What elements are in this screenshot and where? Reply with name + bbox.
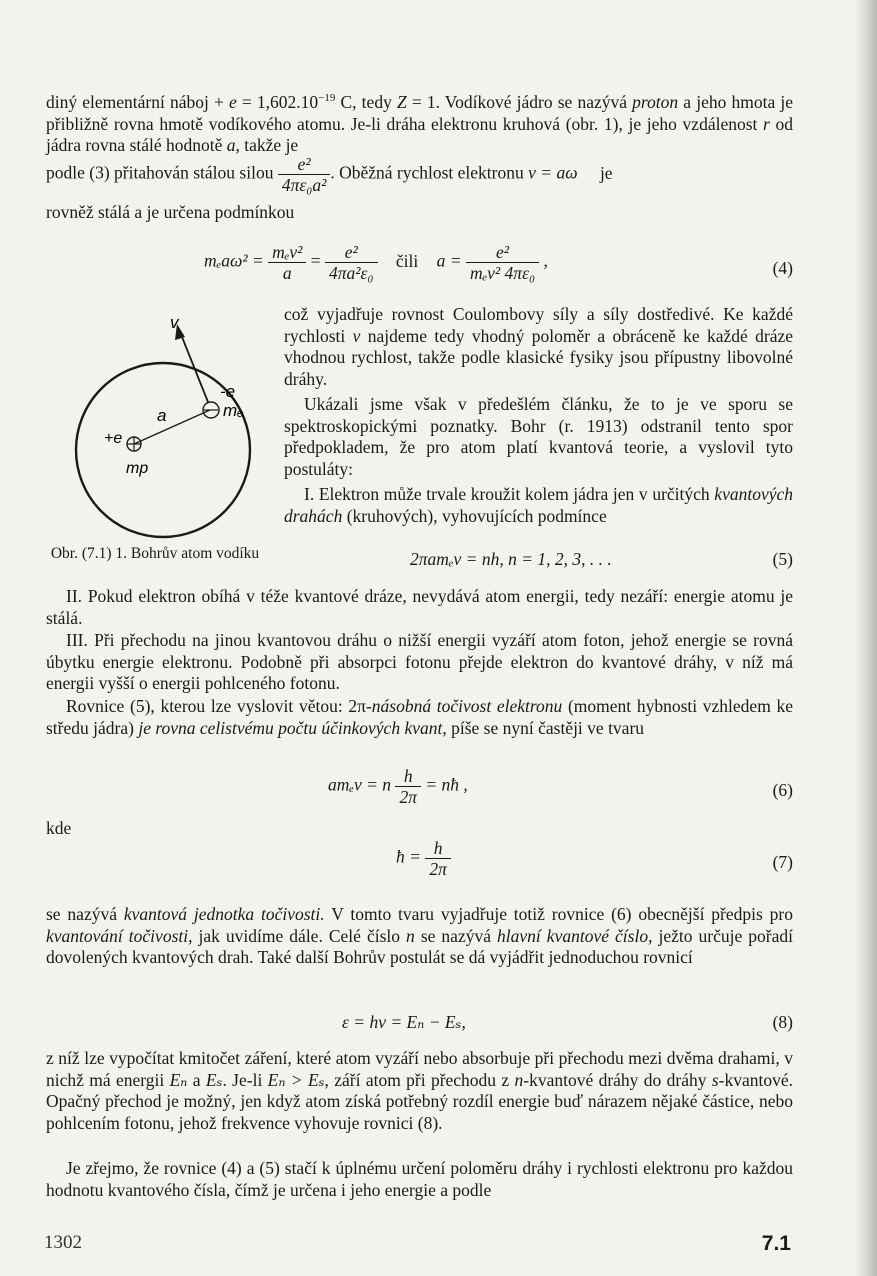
equation-4-number: (4) <box>772 258 793 278</box>
electron-mass-label: mₑ <box>223 401 244 420</box>
postulate-2: II. Pokud elektron obíhá v téže kvantové dráze, nevydává atom energii, tedy nezáří: energie atomu je stálá. <box>46 586 793 628</box>
paragraph-condition: rovněž stálá a je určena podmínkou <box>46 202 295 222</box>
radius-label: a <box>157 406 167 425</box>
radius-line <box>134 410 210 444</box>
postulate-1: I. Elektron může trvale kroužit kolem jádra jen v určitých kvantových drahách (kruhových), vyhovujících podmínce <box>284 484 793 526</box>
page-number: 1302 <box>44 1232 82 1253</box>
coulomb-force-fraction: $\frac{\text{e²}}{\text{4πε₀a²}}$ <box>278 154 331 195</box>
paragraph-quantum-unit: se nazývá kvantová jednotka točivosti. V tomto tvaru vyjadřuje totiž rovnice (6) obecnější předpis pro kvantování točivosti, jak uvidíme dále. Celé číslo n se nazývá hlavní kvantové číslo, ježto určuje pořadí dovolených kvantových drah. Také další Bohrův postulát se dá vyjádřit jednoduchou rovnicí <box>46 904 793 968</box>
velocity-arrow <box>180 332 208 402</box>
postulate-3: III. Při přechodu na jinou kvantovou dráhu o nižší energii vyzáří atom foton, jehož energie se rovná úbytku energie elektronu. Podobně při absorpci fotonu přejde elektron do kvantové dráhy, v níž má energii vyšší o energii pohlceného fotonu. <box>46 630 793 694</box>
paragraph-equation-5: Rovnice (5), kterou lze vyslovit větou: 2π-násobná točivost elektronu (moment hybnosti vzhledem ke středu jádra) je rovna celistvému počtu účinkových kvant, píše se nyní častěji ve tvaru <box>46 696 793 738</box>
electron-charge-label: -e <box>220 382 236 401</box>
kde-label: kde <box>46 818 72 838</box>
paragraph-transition: z níž lze vypočítat kmitočet záření, které atom vyzáří nebo absorbuje při přechodu mezi dvěma drahami, v nichž má energii Eₙ a Eₛ. Je-li Eₙ > Eₛ, září atom při přechodu z n-kvantové dráhy do dráhy s-kvantové. Opačný přechod je možný, jen když atom získá potřebný rozdíl energie buď nárazem nějaké částice, nebo pohlcením fotonu, jehož frekvence vyhovuje rovnici (8). <box>46 1048 793 1134</box>
velocity-label: v <box>170 313 179 332</box>
paragraph-conclusion: Je zřejmo, že rovnice (4) a (5) stačí k úplnému určení poloměru dráhy i rychlosti elektronu pro každou hodnotu kvantového čísla, čímž je určena i jeho energie a podle <box>46 1158 793 1200</box>
paragraph-bohr: Ukázali jsme však v předešlém článku, že to je ve sporu se spektroskopickými poznatky. Bohr (r. 1913) odstranil tento spor předpokladem, že pro atom platí kvantová teorie, a vyslovil tyto postuláty: <box>284 394 793 480</box>
proton-mass-label: mp <box>126 460 149 477</box>
equation-4: mₑaω² = $\frac{\text{mₑv²}}{a}$ = $\frac{\text{e²}}{\text{4πa²ε₀}}$ čili a = $\frac{\text{e²}}{\text{mₑv² 4πε₀}}$ , <box>204 242 548 283</box>
page-edge-shadow <box>855 0 877 1276</box>
equation-6: amₑv = n $\frac{h}{2\pi}$ = nħ , <box>328 766 468 807</box>
paragraph-intro: diný elementární náboj + $e = 1,602.10^{-19}$ C, tedy Z = 1. Vodíkové jádro se nazývá proton a jeho hmota je přibližně rovna hmotě vodíkového atomu. Je-li dráha elektronu kruhová (obr. 1), je jeho vzdálenost r od jádra rovna stálé hodnotě a, takže je <box>46 91 793 156</box>
equation-8: ε = hν = Eₙ − Eₛ, <box>342 1012 466 1032</box>
bohr-atom-figure <box>30 310 280 550</box>
force-line: podle (3) přitahován stálou silou $\frac{\text{e²}}{\text{4πε₀a²}}$ . Oběžná rychlost elektronu v = aω je <box>46 154 613 195</box>
equation-7-number: (7) <box>772 852 793 872</box>
figure-caption: Obr. (7.1) 1. Bohrův atom vodíku <box>50 545 260 562</box>
nucleus-charge-label: +e <box>104 430 123 447</box>
equation-5: 2πamₑv = nh, n = 1, 2, 3, . . . <box>410 549 612 569</box>
equation-5-number: (5) <box>772 549 793 569</box>
paragraph-coulomb: což vyjadřuje rovnost Coulombovy síly a síly dostředivé. Ke každé rychlosti v najdeme tedy vhodný poloměr a obráceně ke každé dráze vhodnou rychlost, takže podle klasické fysiky jsou přípustny libovolné dráhy. <box>284 304 793 390</box>
equation-8-number: (8) <box>772 1012 793 1032</box>
equation-7: ħ = $\frac{h}{2\pi}$ <box>396 838 451 879</box>
equation-6-number: (6) <box>772 780 793 800</box>
chapter-number: 7.1 <box>761 1232 791 1255</box>
